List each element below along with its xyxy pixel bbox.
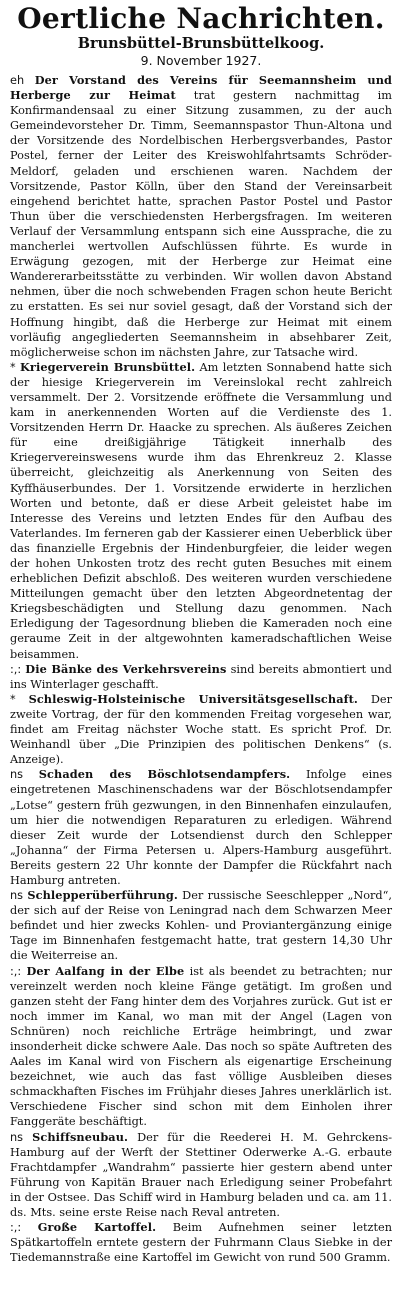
article-universitaetsgesellschaft — [10, 692, 392, 767]
article-kicker: :,: — [10, 662, 22, 676]
masthead: Oertliche Nachrichten. — [17, 2, 385, 35]
article-body: Beim Aufnehmen seiner letzten Spätkartoffeln erntete gestern der Fuhrmann Claus Siebke in der Tiedemannstraße eine Kartoffel im Gewicht von rund 500 Gramm. — [10, 1221, 392, 1265]
article-kicker: ns — [10, 1130, 24, 1144]
article-seemannsheim — [10, 73, 392, 360]
article-headline: Große Kartoffel. — [37, 1220, 157, 1235]
article-aalfang — [10, 964, 392, 1130]
article-lotsendampfer — [10, 767, 392, 888]
article-body: Der zweite Vortrag, der für den kommenden Freitag vorgesehen war, findet am Freitag nächster Woche statt. Es spricht Prof. Dr. Weinhandl über „Die Prinzipien des politischen Denkens“ (s. Anzeige). — [10, 692, 392, 767]
article-schlepper — [10, 888, 392, 963]
article-headline: Der Aalfang in der Elbe — [26, 963, 185, 978]
article-kartoffel — [10, 1220, 392, 1265]
dateline: 9. November 1927. — [140, 53, 262, 68]
article-body: sind bereits abmontiert und ins Winterlager geschafft. — [10, 662, 393, 691]
article-body: trat gestern nachmittag im Konfirmandensaal zu einer Sitzung zusammen, zu der auch Gemeindevorsteher Dr. Timm, Seemannspastor Thun-Altona und der Vorsitzende des Nordelbischen Herbergsverbandes, Pastor Postel, ferner der Leiter des Kreiswohlfahrtsamts Schröder-Meldorf, geladen und erschienen waren. Nachdem der Vorsitzende, Pastor Kölln, über den Stand der Vereinsarbeit eingehend berichtet hatte, sprachen Pastor Postel und Pastor Thun über die verschiedensten Herbergsfragen. Im weiteren Verlauf der Versammlung entspann sich eine Aussprache, die zu mancherlei wertvollen Aufschlüssen führte. Es wurde in Erwägung gezogen, mit der Herberge zur Heimat eine Wandererarbeitsstätte zu verbinden. Wir wollen davon Abstand nehmen, über die noch schwebenden Fragen schon heute Bericht zu erstatten. Es sei nur soviel gesagt, daß der Vorstand sich der Hoffnung hingibt, daß die Herberge zur Heimat mit einem vorläufig angegliederten Seemannsheim in absehbarer Zeit, möglicherweise schon im nächsten Jahre, zur Tatsache wird. — [10, 89, 392, 359]
article-kicker: :,: — [10, 964, 22, 978]
article-body: ist als beendet zu betrachten; nur vereinzelt werden noch kleine Fänge getätigt. Im großen und ganzen steht der Fang hinter dem des Vorjahres zurück. Gut ist er noch immer im Kanal, wo man mit der Angel (Lagen von Schnüren) noch reichliche Erträge heimbringt, und zwar insonderheit dicke schwere Aale. Das noch so späte Auftreten des Aales im Kanal wird von Fischern als eigenartige Erscheinung bezeichnet, wie auch das fast völlige Ausbleiben dieses schmackhaften Fisches im Frühjahr dieses Jahres unerklärlich ist. Verschiedene Fischer sind schon mit dem Einholen ihrer Fanggeräte beschäftigt. — [10, 964, 392, 1129]
article-kicker: eh — [10, 74, 25, 87]
article-kicker: :,: — [10, 1221, 22, 1235]
article-kicker: * — [10, 692, 16, 706]
article-body: Der russische Seeschlepper „Nord“, der sich auf der Reise von Leningrad nach dem Schwarzen Meer befindet und hier zwecks Kohlen- und Proviantergänzung einige Tage im Binnenhafen festgemacht hatte, trat gestern 14,30 Uhr die Weiterreise an. — [10, 889, 393, 963]
article-headline: Der Vorstand des Vereins für Seemannsheim und Herberge zur Heimat — [10, 73, 393, 103]
article-headline: Schiffsneubau. — [32, 1129, 129, 1144]
article-verkehrsverein — [10, 662, 392, 692]
article-kicker: * — [10, 360, 16, 374]
section-subhead: Brunsbüttel-Brunsbüttelkoog. — [77, 35, 325, 52]
article-body: Infolge eines eingetretenen Maschinenschadens war der Böschlotsendampfer „Lotse“ gestern früh gezwungen, in den Binnenhafen einzulaufen, um hier die notwendigen Reparaturen zu erledigen. Während dieser Zeit wurde der Lotsendienst durch den Schlepper „Johanna“ der Firma Petersen u. Alpers-Hamburg ausgeführt. Bereits gestern 22 Uhr konnte der Dampfer die Rückfahrt nach Hamburg antreten. — [10, 768, 393, 887]
article-headline: Die Bänke des Verkehrsvereins — [25, 661, 227, 676]
article-headline: Schleswig-Holsteinische Universitätsgesellschaft. — [28, 691, 358, 706]
article-headline: Kriegerverein Brunsbüttel. — [19, 359, 196, 374]
article-schiffsneubau — [10, 1130, 392, 1221]
article-body: Der für die Reederei H. M. Gehrckens-Hamburg auf der Werft der Stettiner Oderwerke A.-G. erbaute Frachtdampfer „Wandrahm“ passierte hier gestern abend unter Führung von Kapitän Brauer nach Erledigung seiner Probefahrt in der Ostsee. Das Schiff wird in Hamburg beladen und ca. am 11. ds. Mts. seine erste Reise nach Reval antreten. — [10, 1130, 393, 1220]
article-body: Am letzten Sonnabend hatte sich der hiesige Kriegerverein im Vereinslokal recht zahlreich versammelt. Der 2. Vorsitzende eröffnete die Versammlung und kam in anerkennenden Worten auf die Verdienste des 1. Vorsitzenden Herrn Dr. Haacke zu sprechen. Als äußeres Zeichen für eine dreißigjährige Tätigkeit innerhalb des Kriegervereinswesens wurde ihm das Ehrenkreuz 2. Klasse überreicht, gleichzeitig als Anerkennung von Seiten des Kyffhäuserbundes. Der 1. Vorsitzende erwiderte in herzlichen Worten und betonte, daß er diese Arbeit geleistet habe im Interesse des Vereins und letzten Endes für den Aufbau des Vaterlandes. Im ferneren gab der Kassierer einen Ueberblick über das finanzielle Ergebnis der Hindenburgfeier, die leider wegen der hohen Unkosten trotz des recht guten Besuches mit einem erheblichen Defizit abschloß. Des weiteren wurden verschiedene Mitteilungen gemacht über den letzten Abgeordnetentag der Kriegsbeschädigten und Stellung dazu genommen. Nach Erledigung der Tagesordnung blieben die Kameraden noch eine geraume Zeit in der altgewohnten kameradschaftlichen Weise beisammen. — [10, 360, 393, 661]
article-kriegerverein — [10, 360, 392, 662]
article-headline: Schaden des Böschlotsendampfers. — [38, 767, 291, 782]
article-kicker: ns — [10, 768, 24, 782]
article-headline: Schlepperüberführung. — [27, 888, 178, 903]
article-kicker: ns — [10, 889, 24, 903]
